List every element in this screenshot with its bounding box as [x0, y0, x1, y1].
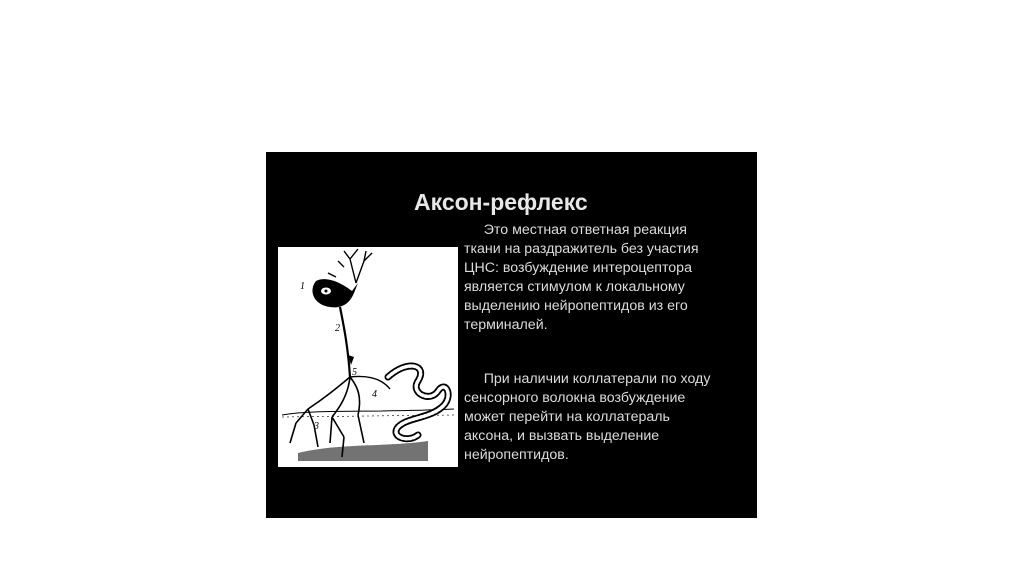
- paragraph-axon-reflex-definition: Это местная ответная реакция ткани на раздражитель без участия ЦНС: возбуждение интероцептора является стимулом к локальному выделению нейропептидов из его терминалей.: [464, 222, 699, 333]
- axon-stem: [340, 307, 350, 377]
- slide-title: Аксон-рефлекс: [414, 189, 588, 215]
- paragraph-collateral: При наличии коллатерали по ходу сенсорного волокна возбуждение может перейти на коллатераль аксона, и вызвать выделение нейропептидов.: [464, 371, 711, 463]
- figure-label-1: 1: [300, 281, 305, 292]
- nucleolus: [325, 290, 328, 293]
- figure-label-3: 3: [314, 421, 319, 432]
- diagram-svg: [278, 247, 458, 467]
- cell-body: [312, 279, 358, 307]
- figure-label-2: 2: [335, 323, 340, 334]
- figure-label-5: 5: [352, 367, 357, 378]
- dendrite-branches: [328, 249, 372, 283]
- figure-label-4: 4: [372, 389, 377, 400]
- terminal-branches: [290, 377, 364, 457]
- axon-reflex-diagram: [278, 247, 458, 467]
- slide: [266, 152, 757, 518]
